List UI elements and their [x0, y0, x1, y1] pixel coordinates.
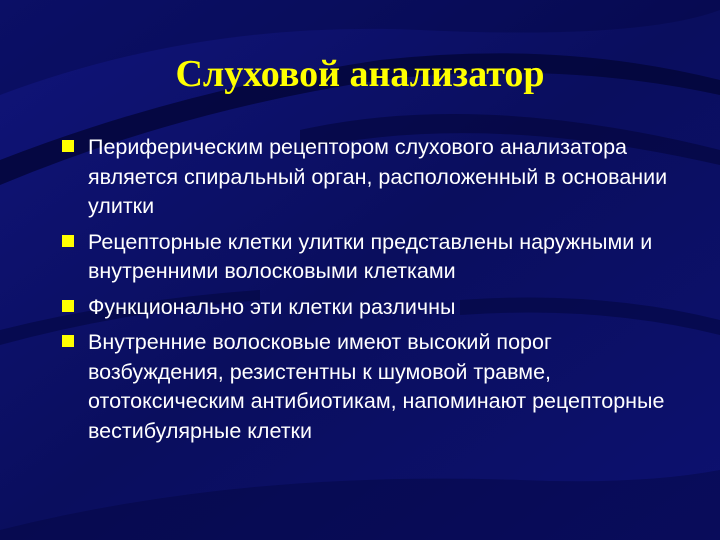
- slide-title: Слуховой анализатор: [175, 53, 545, 95]
- bullet-text: Функционально эти клетки различны: [88, 294, 456, 319]
- square-bullet-icon: [62, 335, 74, 347]
- square-bullet-icon: [62, 140, 74, 152]
- bullet-item: [62, 293, 692, 323]
- bullet-text: Внутренние волосковые имеют высокий порог возбуждения, резистентны к шумовой травме, ототоксическим антибиотикам, напоминают рецепторные вестибулярные клетки: [88, 330, 665, 443]
- bullet-item: [62, 328, 692, 446]
- bullet-text: Периферическим рецептором слухового анализатора является спиральный орган, расположенный в основании улитки: [88, 135, 668, 218]
- square-bullet-icon: [62, 300, 74, 312]
- bullet-list: [62, 133, 692, 452]
- bullet-item: [62, 133, 692, 222]
- bullet-text: Рецепторные клетки улитки представлены наружными и внутренними волосковыми клетками: [88, 229, 653, 283]
- bullet-item: [62, 228, 692, 287]
- square-bullet-icon: [62, 235, 74, 247]
